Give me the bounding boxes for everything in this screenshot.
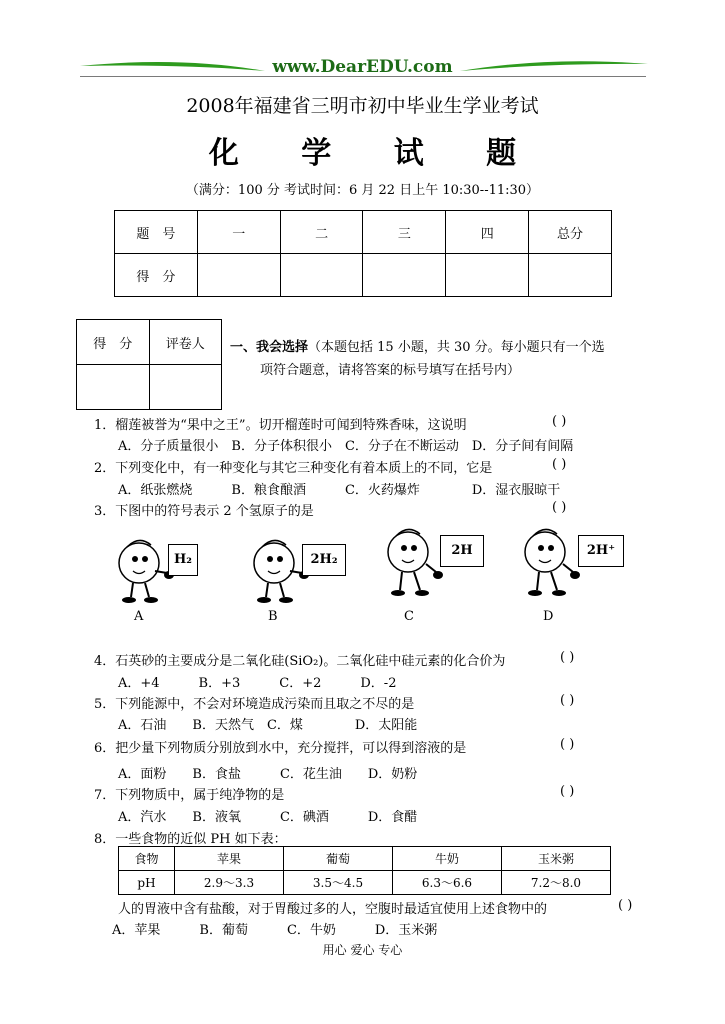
grader-name-cell[interactable]: [149, 365, 221, 410]
ph-table-header: 食物: [119, 847, 175, 871]
exam-meta: （满分：100 分 考试时间：6 月 22 日上午 10:30--11:30）: [185, 183, 540, 198]
question-stem: 8．一些食物的近似 PH 如下表：: [94, 832, 287, 847]
score-table-header: 总分: [529, 211, 612, 254]
question-stem: 6．把少量下列物质分别放到水中，充分搅拌，可以得到溶液的是: [94, 741, 467, 756]
answer-paren[interactable]: ( ): [552, 414, 567, 429]
grader-table: [76, 319, 222, 410]
ph-table: [118, 846, 611, 895]
question-options: A．+4 B．+3 C．+2 D．-2: [118, 676, 397, 691]
answer-paren[interactable]: ( ): [552, 500, 567, 515]
score-table-header: 三: [363, 211, 446, 254]
section-title: 一、我会选择: [230, 340, 309, 355]
score-table: [114, 210, 612, 297]
score-cell[interactable]: [363, 254, 446, 297]
question-stem: 5．下列能源中，不会对环境造成污染而且取之不尽的是: [94, 697, 415, 712]
question-options: A．苹果 B．葡萄 C．牛奶 D．玉米粥: [112, 923, 438, 938]
ph-table-cell: pH: [119, 871, 175, 895]
question-options: A．分子质量很小 B．分子体积很小 C．分子在不断运动 D．分子间有间隔: [118, 439, 574, 454]
score-cell[interactable]: [197, 254, 280, 297]
ph-table-header: 葡萄: [284, 847, 393, 871]
score-cell[interactable]: [529, 254, 612, 297]
page-footer: 用心 爱心 专心: [322, 943, 403, 957]
question-stem: 4．石英砂的主要成分是二氧化硅(SiO₂)。二氧化硅中硅元素的化合价为: [94, 654, 506, 669]
answer-paren[interactable]: ( ): [560, 693, 575, 708]
ph-table-header: 牛奶: [392, 847, 501, 871]
answer-paren[interactable]: ( ): [560, 650, 575, 665]
exam-title: 2008年福建省三明市初中毕业生学业考试: [186, 95, 539, 117]
score-table-header: 二: [280, 211, 363, 254]
grader-name-label: 评卷人: [149, 320, 221, 365]
question-options: A．石油 B．天然气 C．煤 D．太阳能: [118, 718, 418, 733]
answer-paren[interactable]: ( ): [552, 457, 567, 472]
header-rule: [80, 76, 646, 77]
figure-label: A: [134, 609, 144, 624]
score-cell[interactable]: [280, 254, 363, 297]
question-options: A．汽水 B．液氧 C．碘酒 D．食醋: [118, 810, 418, 825]
figure-label: D: [543, 609, 554, 624]
question-stem: 2．下列变化中，有一种变化与其它三种变化有着本质上的不同，它是: [94, 461, 493, 476]
question-options: A．面粉 B．食盐 C．花生油 D．奶粉: [118, 767, 418, 782]
ph-table-cell: 3.5～4.5: [284, 871, 393, 895]
question-stem-continued: 人的胃液中含有盐酸，对于胃酸过多的人，空腹时最适宜使用上述食物中的: [118, 902, 548, 917]
question-stem: 3．下图中的符号表示 2 个氢原子的是: [94, 504, 314, 519]
ph-table-header: 苹果: [175, 847, 284, 871]
figure-label: C: [404, 609, 414, 624]
figure-label: B: [268, 609, 278, 624]
question-stem: 7．下列物质中，属于纯净物的是: [94, 788, 285, 803]
answer-paren[interactable]: ( ): [560, 737, 575, 752]
ph-table-cell: 2.9～3.3: [175, 871, 284, 895]
subject-title: 化 学 试 题: [208, 136, 543, 171]
symbol-card-d: 2H⁺: [578, 535, 624, 567]
score-table-header: 题 号: [115, 211, 198, 254]
symbol-card-b: 2H₂: [302, 544, 346, 576]
ph-table-header: 玉米粥: [501, 847, 610, 871]
section-note: （本题包括 15 小题，共 30 分。每小题只有一个选: [308, 340, 605, 355]
answer-paren[interactable]: ( ): [618, 898, 633, 913]
section-note-line2: 项符合题意，请将答案的标号填写在括号内）: [260, 363, 521, 378]
ph-table-cell: 6.3～6.6: [392, 871, 501, 895]
answer-paren[interactable]: ( ): [560, 784, 575, 799]
score-table-header: 一: [197, 211, 280, 254]
score-cell[interactable]: [446, 254, 529, 297]
symbol-card-a: H₂: [168, 544, 198, 576]
symbol-card-c: 2H: [440, 535, 484, 567]
score-table-header: 四: [446, 211, 529, 254]
grader-score-cell[interactable]: [77, 365, 150, 410]
section-one-heading: [230, 336, 660, 382]
ph-table-cell: 7.2～8.0: [501, 871, 610, 895]
question-stem: 1．榴莲被誉为“果中之王”。切开榴莲时可闻到特殊香味，这说明: [94, 418, 467, 433]
score-row-label: 得 分: [115, 254, 198, 297]
grader-score-label: 得 分: [77, 320, 150, 365]
question-options: A．纸张燃烧 B．粮食酿酒 C．火药爆炸 D．湿衣服晾干: [118, 483, 561, 498]
site-url: www.DearEDU.com: [272, 57, 453, 77]
